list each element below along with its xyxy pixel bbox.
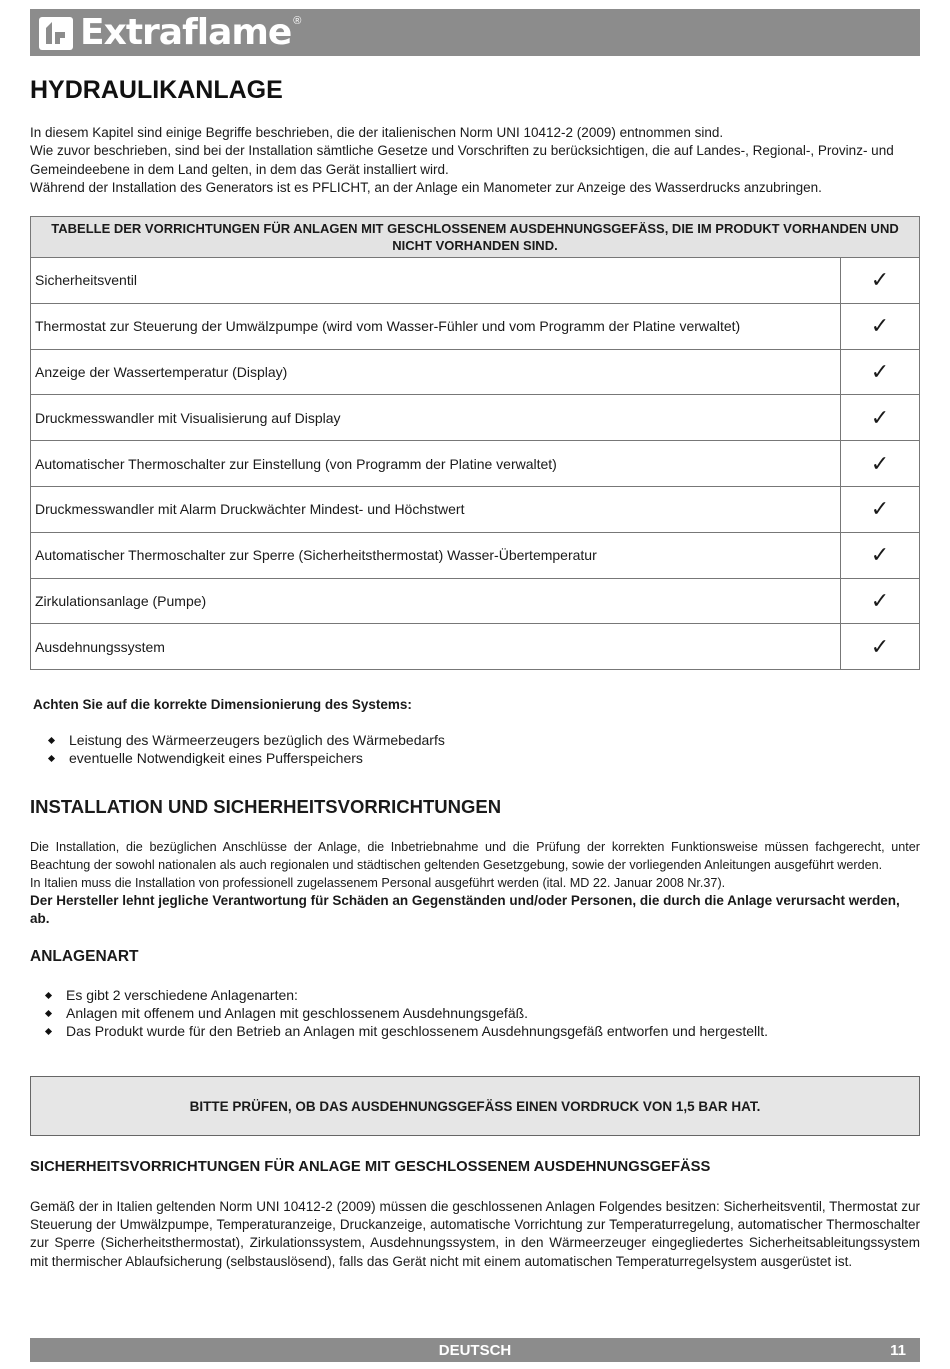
- table-row: [31, 258, 920, 304]
- list-item: eventuelle Notwendigkeit eines Pufferspeichers: [47, 749, 445, 767]
- table-row: [31, 624, 920, 670]
- pressure-notice-box: [30, 1076, 920, 1136]
- page-number: 11: [890, 1342, 906, 1359]
- list-item: Leistung des Wärmeerzeugers bezüglich des Wärmebedarfs: [47, 731, 445, 749]
- installation-heading: INSTALLATION UND SICHERHEITSVORRICHTUNGEN: [30, 796, 502, 817]
- safety-heading: SICHERHEITSVORRICHTUNGEN FÜR ANLAGE MIT GESCHLOSSENEM AUSDEHNUNGSGEFÄSS: [30, 1159, 711, 1175]
- page-title: HYDRAULIKANLAGE: [30, 76, 283, 104]
- safety-text: Gemäß der in Italien geltenden Norm UNI 10412-2 (2009) müssen die geschlossenen Anlagen Folgendes besitzen: Sicherheitsventil, Thermostat zur Steuerung der Umwälzpumpe, Temperaturanzeige, Druckanzeige, automatische Vorrichtung zur Temperaturregelung, automatischer Thermoschalter zur Sperre (Sicherheitsthermostat), Zirkulationssystem, Ausdehnungssystem, in den Wärmeerzeuger eingegliedertes Sicherheitsableitungssystem mit thermischer Ablaufsicherung (selbstauslösend), falls das Gerät nicht mit einem automatischen Temperaturregelsystem ausgerüstet ist.: [30, 1199, 920, 1269]
- liability-warning: Der Hersteller lehnt jegliche Verantwortung für Schäden an Gegenständen und/oder Personen, die durch die Anlage verursacht werden, ab.: [30, 893, 900, 927]
- anlagenart-list: [44, 986, 768, 1040]
- table-header: TABELLE DER VORRICHTUNGEN FÜR ANLAGEN MIT GESCHLOSSENEM AUSDEHNUNGSGEFÄSS, DIE IM PRODUKT VORHANDEN UND NICHT VORHANDEN SIND.: [31, 217, 920, 258]
- attention-heading: Achten Sie auf die korrekte Dimensionierung des Systems:: [33, 697, 412, 712]
- table-row: [31, 349, 920, 395]
- flame-logo-icon: [38, 14, 76, 52]
- checkmark-icon: ✓: [841, 441, 920, 487]
- intro-paragraph: Während der Installation des Generators ist es PFLICHT, an der Anlage ein Manometer zur Anzeige des Wasserdrucks anzubringen.: [30, 180, 822, 196]
- checkmark-icon: ✓: [841, 303, 920, 349]
- table-row: [31, 532, 920, 578]
- device-name: Zirkulationsanlage (Pumpe): [31, 578, 841, 624]
- table-row: [31, 486, 920, 532]
- footer-bar: [30, 1338, 920, 1362]
- device-name: Ausdehnungssystem: [31, 624, 841, 670]
- attention-list: [47, 731, 445, 767]
- anlagenart-heading: ANLAGENART: [30, 948, 139, 965]
- table-row: [31, 395, 920, 441]
- intro-paragraph: In diesem Kapitel sind einige Begriffe beschrieben, die der italienischen Norm UNI 10412-2 (2009) entnommen sind.: [30, 125, 724, 140]
- list-item: Das Produkt wurde für den Betrieb an Anlagen mit geschlossenem Ausdehnungsgefäß entworfen und hergestellt.: [44, 1022, 768, 1040]
- device-name: Druckmesswandler mit Visualisierung auf Display: [31, 395, 841, 441]
- table-row: [31, 303, 920, 349]
- pressure-notice-text: BITTE PRÜFEN, OB DAS AUSDEHNUNGSGEFÄSS EINEN VORDRUCK VON 1,5 BAR HAT.: [189, 1098, 761, 1114]
- checkmark-icon: ✓: [841, 532, 920, 578]
- checkmark-icon: ✓: [841, 258, 920, 304]
- installation-text: [30, 838, 920, 893]
- registered-mark: ®: [293, 15, 302, 27]
- header-bar: [30, 9, 920, 56]
- brand-name: Extraflame: [80, 12, 292, 53]
- equipment-table: [30, 216, 920, 670]
- checkmark-icon: ✓: [841, 578, 920, 624]
- table-row: [31, 441, 920, 487]
- checkmark-icon: ✓: [841, 349, 920, 395]
- table-row: [31, 578, 920, 624]
- intro-paragraph: Wie zuvor beschrieben, sind bei der Installation sämtliche Gesetze und Vorschriften zu berücksichtigen, die auf Landes-, Regional-, Provinz- und Gemeindeebene in dem Land gelten, in dem das Gerät installiert wird.: [30, 143, 894, 177]
- device-name: Druckmesswandler mit Alarm Druckwächter Mindest- und Höchstwert: [31, 486, 841, 532]
- device-name: Anzeige der Wassertemperatur (Display): [31, 349, 841, 395]
- device-name: Thermostat zur Steuerung der Umwälzpumpe (wird vom Wasser-Fühler und vom Programm der Platine verwaltet): [31, 303, 841, 349]
- checkmark-icon: ✓: [841, 486, 920, 532]
- checkmark-icon: ✓: [841, 395, 920, 441]
- device-name: Automatischer Thermoschalter zur Sperre (Sicherheitsthermostat) Wasser-Übertemperatur: [31, 532, 841, 578]
- brand-logo: [38, 13, 301, 53]
- intro-text: [30, 124, 920, 198]
- installation-paragraph: In Italien muss die Installation von professionell zugelassenem Personal ausgeführt werden (ital. MD 22. Januar 2008 Nr.37).: [30, 876, 726, 891]
- list-item: Anlagen mit offenem und Anlagen mit geschlossenem Ausdehnungsgefäß.: [44, 1004, 768, 1022]
- checkmark-icon: ✓: [841, 624, 920, 670]
- device-name: Automatischer Thermoschalter zur Einstellung (von Programm der Platine verwaltet): [31, 441, 841, 487]
- list-item: Es gibt 2 verschiedene Anlagenarten:: [44, 986, 768, 1004]
- installation-paragraph: Die Installation, die bezüglichen Anschlüsse der Anlage, die Inbetriebnahme und die Prüfung der korrekten Funktionsweise müssen fachgerecht, unter Beachtung der sowohl nationalen als auch regionalen und städtischen geltenden Gesetzgebung, sowie der vorliegenden Anleitungen ausgeführt werden.: [30, 840, 920, 873]
- device-name: Sicherheitsventil: [31, 258, 841, 304]
- footer-language: DEUTSCH: [438, 1342, 512, 1359]
